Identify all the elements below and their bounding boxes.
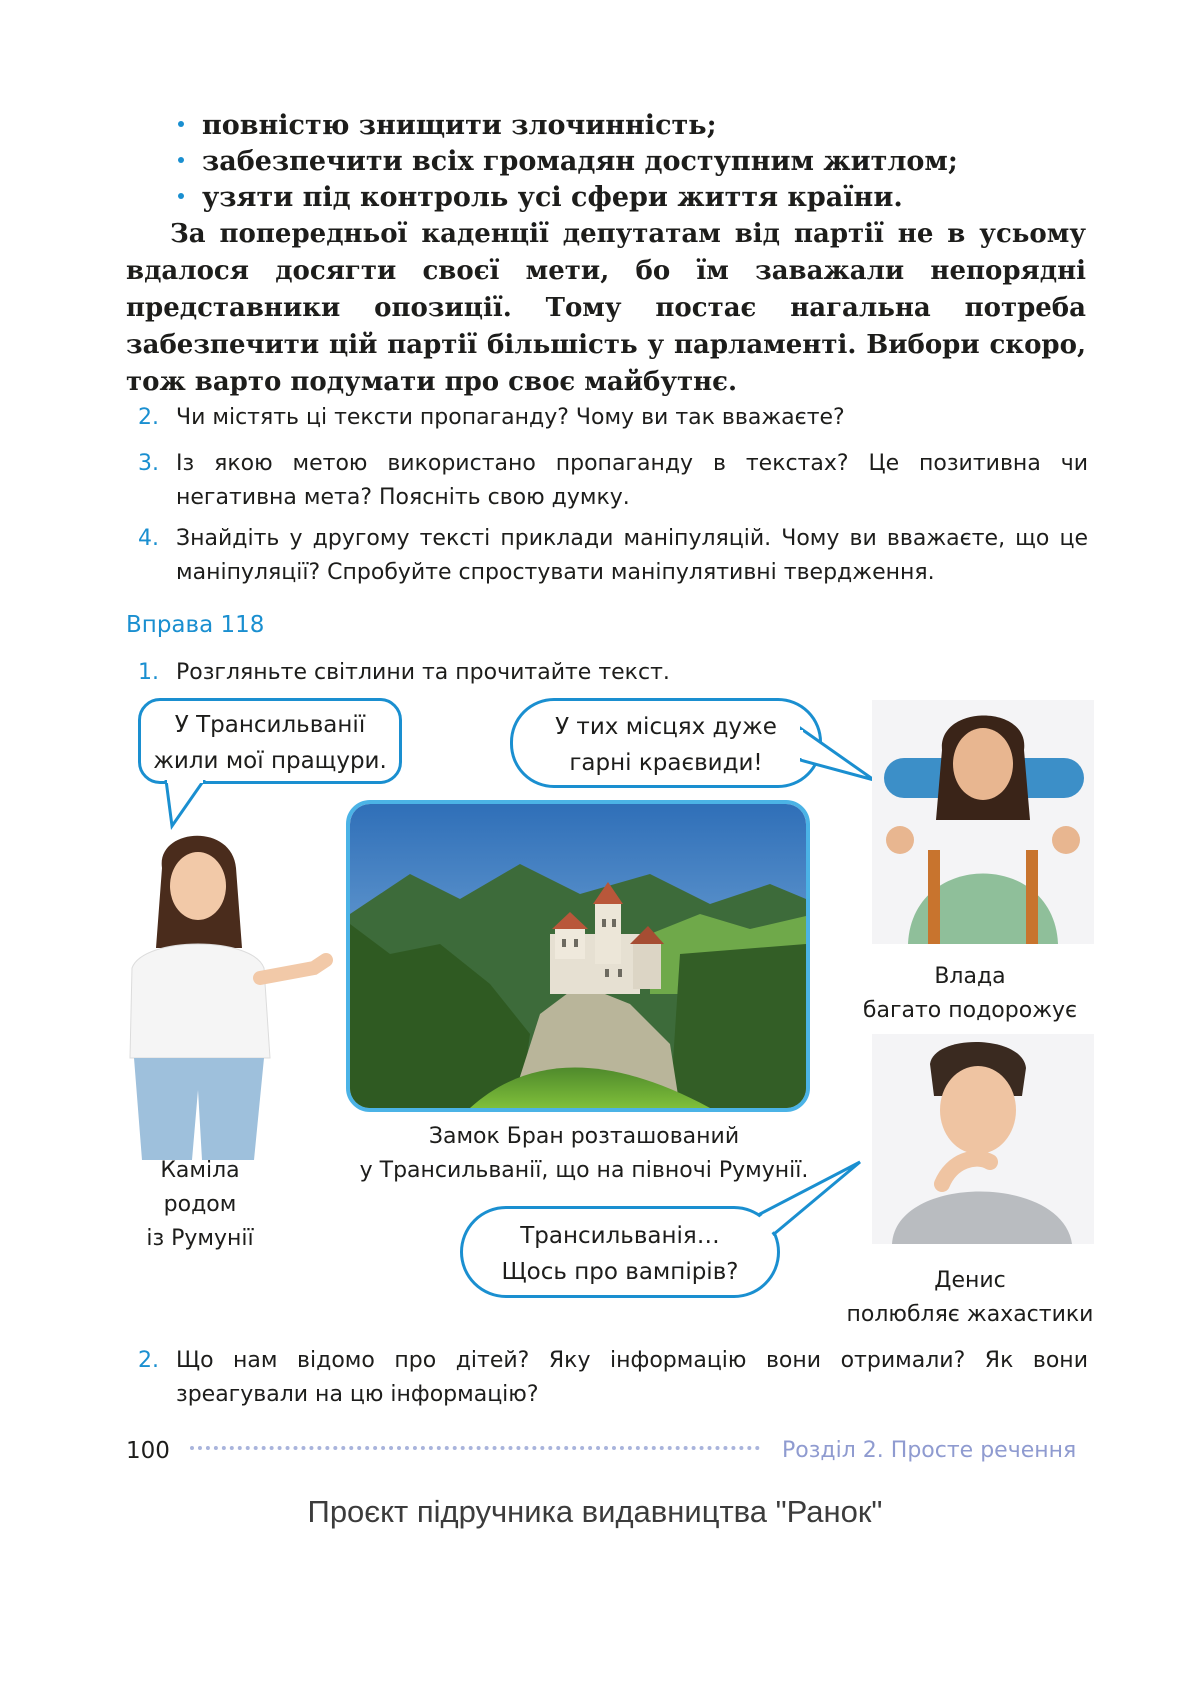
task-text: Що нам відомо про дітей? Яку інформацію вони отримали? Як вони зреагували на цю інформацію?	[176, 1348, 1088, 1407]
bubble-line: жили мої пращури.	[153, 748, 387, 774]
bubble-tail-icon	[800, 724, 880, 784]
bullet-dot-icon	[178, 157, 184, 163]
vlada-photo	[872, 700, 1094, 944]
kamila-caption	[104, 1154, 296, 1256]
exercise-title: Вправа 118	[126, 612, 265, 638]
bullet-item	[178, 108, 958, 144]
task-text: Розгляньте світлини та прочитайте текст.	[176, 660, 670, 685]
bubble-line: Щось про вампірів?	[501, 1259, 739, 1285]
question-number: 4.	[138, 526, 159, 551]
body-paragraph: За попередньої каденції депутатам від партії не в усьому вдалося досягти своєї мети, бо їм заважали непорядні представники опозиції. Тому постає нагальна потреба забезпечити цій партії більшість у парламенті. Вибори скоро, тож варто подумати про своє майбутнє.	[126, 219, 1086, 397]
bubble-line: гарні краєвиди!	[569, 750, 763, 776]
bubble-tail-icon	[160, 780, 220, 830]
publisher-watermark: Проєкт підручника видавництва "Ранок"	[307, 1494, 883, 1529]
task-2	[138, 1344, 1088, 1412]
denys-caption	[820, 1264, 1120, 1332]
bubble-line: У тих місцях дуже	[555, 714, 777, 740]
caption-line: Денис	[934, 1268, 1006, 1293]
caption-line: полюбляє жахастики	[846, 1302, 1094, 1327]
speech-bubble-denys	[460, 1206, 780, 1298]
caption-line: багато подорожує	[862, 998, 1078, 1023]
speech-bubble-vlada	[510, 698, 822, 788]
bullet-text: повністю знищити злочинність;	[202, 110, 717, 141]
bullet-item	[178, 144, 958, 180]
castle-photo	[346, 800, 810, 1112]
question-4	[138, 522, 1088, 590]
footer-section-title: Розділ 2. Просте речення	[782, 1438, 1077, 1463]
question-text: Знайдіть у другому тексті приклади маніпуляцій. Чому ви вважаєте, що це маніпуляції? Спробуйте спростувати маніпулятивні твердження.	[176, 526, 1088, 585]
question-2	[138, 401, 1088, 435]
bullet-dot-icon	[178, 121, 184, 127]
bubble-tail-icon	[756, 1156, 866, 1236]
page-number: 100	[126, 1438, 170, 1464]
task-1	[138, 656, 1088, 690]
speech-bubble-kamila	[138, 698, 402, 784]
task-number: 1.	[138, 660, 159, 685]
caption-line: Влада	[934, 964, 1006, 989]
caption-line: Замок Бран розташований	[428, 1124, 740, 1149]
caption-line: із Румунії	[146, 1226, 254, 1251]
footer-dotted-divider	[190, 1446, 760, 1450]
kamila-photo	[104, 828, 340, 1160]
question-number: 3.	[138, 451, 159, 476]
task-number: 2.	[138, 1348, 159, 1373]
question-text: Із якою метою використано пропаганду в текстах? Це позитивна чи негативна мета? Поясніть свою думку.	[176, 451, 1088, 510]
bullet-text: забезпечити всіх громадян доступним житлом;	[202, 146, 958, 177]
question-text: Чи містять ці тексти пропаганду? Чому ви так вважаєте?	[176, 405, 845, 430]
question-3	[138, 447, 1088, 515]
bullet-list	[178, 108, 958, 216]
caption-line: у Трансильванії, що на півночі Румунії.	[359, 1158, 809, 1183]
question-number: 2.	[138, 405, 159, 430]
bubble-line: Трансильванія…	[520, 1223, 720, 1249]
bran-castle-image	[350, 804, 806, 1108]
denys-photo	[872, 1034, 1094, 1244]
bullet-dot-icon	[178, 193, 184, 199]
caption-line: Каміла	[160, 1158, 240, 1183]
caption-line: родом	[163, 1192, 237, 1217]
bullet-text: узяти під контроль усі сфери життя країни.	[202, 182, 903, 213]
bullet-item	[178, 180, 958, 216]
vlada-caption	[840, 960, 1100, 1028]
bubble-line: У Трансильванії	[174, 712, 366, 738]
